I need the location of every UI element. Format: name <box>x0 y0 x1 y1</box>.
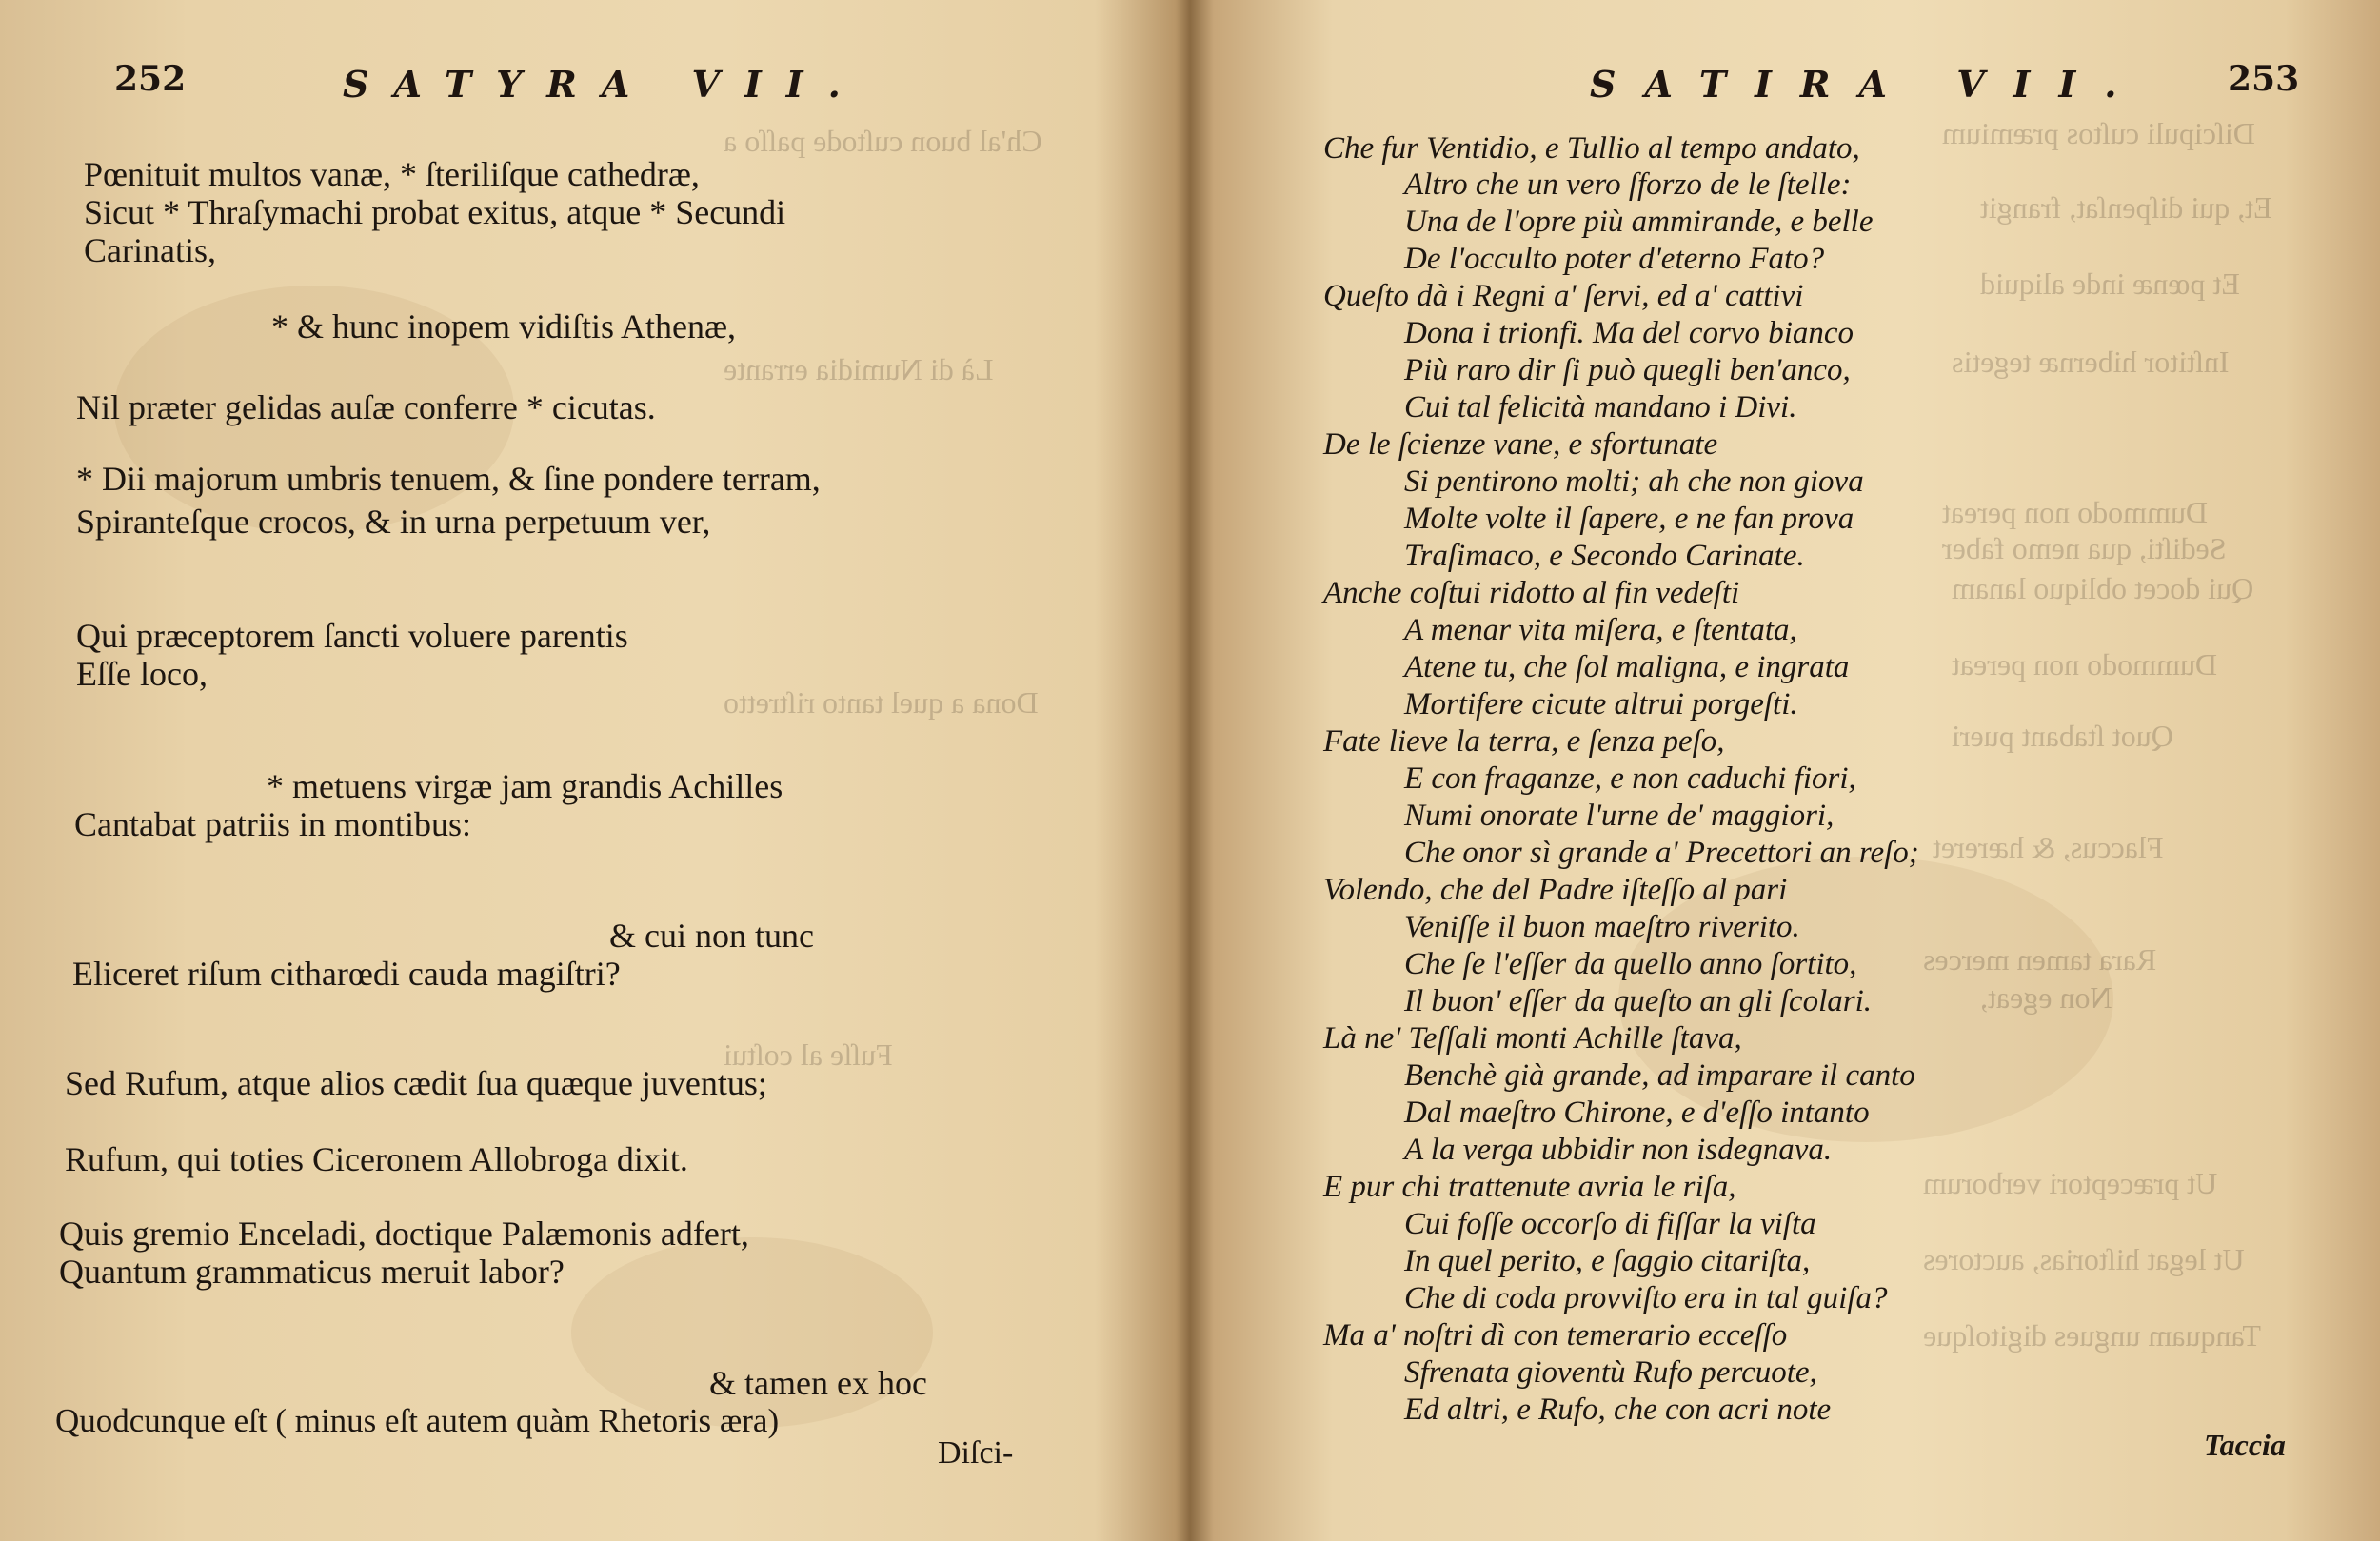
verse-line: Che onor sì grande a' Precettori an reſo; <box>1404 836 1919 870</box>
verse-line: Anche coſtui ridotto al fin vedeſti <box>1323 576 1740 610</box>
bleed-through-text: Flaccus, & hæreret <box>1933 830 2164 864</box>
page-number: 252 <box>114 59 187 99</box>
verse-line: * & hunc inopem vidiſtis Athenæ, <box>271 307 736 346</box>
verse-line: Volendo, che del Padre iſteſſo al pari <box>1323 873 1788 907</box>
verse-line: Traſimaco, e Secondo Carinate. <box>1404 539 1805 573</box>
verse-line: Ma a' noſtri dì con temerario ecceſſo <box>1323 1318 1788 1353</box>
verse-line: Sicut * Thraſymachi probat exitus, atque * Secundi <box>84 193 786 231</box>
bleed-through-text: Ut præceptori verborum <box>1923 1166 2218 1200</box>
catchword: Taccia <box>2204 1428 2286 1462</box>
verse-line: Queſto dà i Regni a' ſervi, ed a' cattivi <box>1323 279 1804 313</box>
bleed-through-text: Inſtitor hibernæ tegetis <box>1952 345 2230 379</box>
left-page <box>0 0 1180 1541</box>
bleed-through-text: Tanquam ungues digitoſque <box>1923 1318 2262 1353</box>
verse-line: E pur chi trattenute avria le riſa, <box>1323 1170 1736 1204</box>
bleed-through-text: Ch'al buon cuſtode paſſo a <box>724 124 1042 158</box>
verse-line: Che fur Ventidio, e Tullio al tempo andato, <box>1323 131 1860 166</box>
verse-line: Altro che un vero ſforzo de le ſtelle: <box>1404 168 1852 202</box>
verse-line: A menar vita miſera, e ſtentata, <box>1404 613 1797 647</box>
verse-line: Eliceret riſum citharœdi cauda magiſtri? <box>72 955 621 993</box>
verse-line: Più raro dir ſi può quegli ben'anco, <box>1404 353 1851 387</box>
verse-line: Una de l'opre più ammirande, e belle <box>1404 205 1874 239</box>
verse-line: E con fraganze, e non caduchi fiori, <box>1404 761 1856 796</box>
right-page <box>1190 0 2380 1541</box>
verse-line: De le ſcienze vane, e sfortunate <box>1323 427 1718 462</box>
verse-line: Là ne' Teſſali monti Achille ſtava, <box>1323 1021 1742 1056</box>
verse-line: Quantum grammaticus meruit labor? <box>59 1253 565 1291</box>
verse-line: Sed Rufum, atque alios cædit ſua quæque juventus; <box>65 1064 767 1102</box>
bleed-through-text: Et, qui diſpenſat, frangit <box>1980 190 2272 225</box>
verse-line: Carinatis, <box>84 231 216 269</box>
verse-line: Che di coda provviſto era in tal guiſa? <box>1404 1281 1888 1315</box>
verse-line: Atene tu, che ſol maligna, e ingrata <box>1404 650 1850 684</box>
bleed-through-text: Et pœnæ inde aliquid <box>1980 267 2240 301</box>
verse-line: * Dii majorum umbris tenuem, & ſine pondere terram, <box>76 460 821 498</box>
verse-line: Sfrenata gioventù Rufo percuote, <box>1404 1355 1817 1390</box>
verse-line: Quis gremio Enceladi, doctique Palæmonis adfert, <box>59 1215 749 1253</box>
running-title: SATIRA VII. <box>1590 63 2146 106</box>
bleed-through-text: Dummodo non pereat <box>1952 647 2218 682</box>
verse-line: Eſſe loco, <box>76 655 208 693</box>
verse-line: Molte volte il ſapere, e ne fan prova <box>1404 502 1854 536</box>
verse-line: Rufum, qui toties Ciceronem Allobroga dixit. <box>65 1140 688 1178</box>
bleed-through-text: Là di Numidia errante <box>724 352 994 386</box>
verse-line: & cui non tunc <box>609 917 814 955</box>
verse-line: Mortifere cicute altrui porgeſti. <box>1404 687 1798 721</box>
verse-line: Pœnituit multos vanæ, * ſteriliſque cathedræ, <box>84 155 700 193</box>
verse-line: Benchè già grande, ad imparare il canto <box>1404 1058 1915 1093</box>
verse-line: Ed altri, e Rufo, che con acri note <box>1404 1393 1832 1427</box>
verse-line: Numi onorate l'urne de' maggiori, <box>1404 799 1835 833</box>
verse-line: Dal maeſtro Chirone, e d'eſſo intanto <box>1404 1096 1870 1130</box>
verse-line: Il buon' eſſer da queſto an gli ſcolari. <box>1404 984 1873 1018</box>
verse-line: Cui tal felicità mandano i Divi. <box>1404 390 1797 425</box>
bleed-through-text: Qui docet obliquo lanam <box>1952 571 2254 605</box>
bleed-through-text: Dona a quel tanto riſtretto <box>724 685 1039 720</box>
verse-line: & tamen ex hoc <box>709 1364 927 1402</box>
verse-line: * metuens virgæ jam grandis Achilles <box>267 767 783 805</box>
verse-line: De l'occulto poter d'eterno Fato? <box>1404 242 1825 276</box>
verse-line: Veniſſe il buon maeſtro riverito. <box>1404 910 1800 944</box>
page-number: 253 <box>2228 59 2300 99</box>
bleed-through-text: Diſcipuli cuſtos præmium <box>1942 116 2255 150</box>
verse-line: Qui præceptorem ſancti voluere parentis <box>76 617 628 655</box>
verse-line: A la verga ubbidir non isdegnava. <box>1404 1133 1833 1167</box>
verse-line: Fate lieve la terra, e ſenza peſo, <box>1323 724 1725 759</box>
verse-line: Dona i trionfi. Ma del corvo bianco <box>1404 316 1854 350</box>
verse-line: Nil præter gelidas auſæ conferre * cicutas. <box>76 388 656 426</box>
bleed-through-text: Non egeat, <box>1980 980 2112 1015</box>
verse-line: Spiranteſque crocos, & in urna perpetuum ver, <box>76 503 711 541</box>
verse-line: Quodcunque eſt ( minus eſt autem quàm Rhetoris æra) <box>55 1402 780 1439</box>
bleed-through-text: Fuſſe al coſtui <box>724 1037 893 1072</box>
catchword: Diſci- <box>938 1435 1014 1471</box>
bleed-through-text: Quot ſtabant pueri <box>1952 719 2173 753</box>
verse-line: Cantabat patriis in montibus: <box>74 805 471 843</box>
verse-line: Cui foſſe occorſo di fiſſar la viſta <box>1404 1207 1816 1241</box>
verse-line: In quel perito, e ſaggio citariſta, <box>1404 1244 1811 1278</box>
bleed-through-text: Dummodo non pereat <box>1942 495 2209 529</box>
bleed-through-text: Ut legat hiſtorias, auctores <box>1923 1242 2245 1276</box>
bleed-through-text: Rara tamen merces <box>1923 942 2157 977</box>
running-title: SATYRA VII. <box>343 63 865 106</box>
verse-line: Che ſe l'eſſer da quello anno ſortito, <box>1404 947 1857 981</box>
bleed-through-text: Sediſti, qua nemo faber <box>1942 531 2227 565</box>
verse-line: Si pentirono molti; ah che non giova <box>1404 464 1864 499</box>
